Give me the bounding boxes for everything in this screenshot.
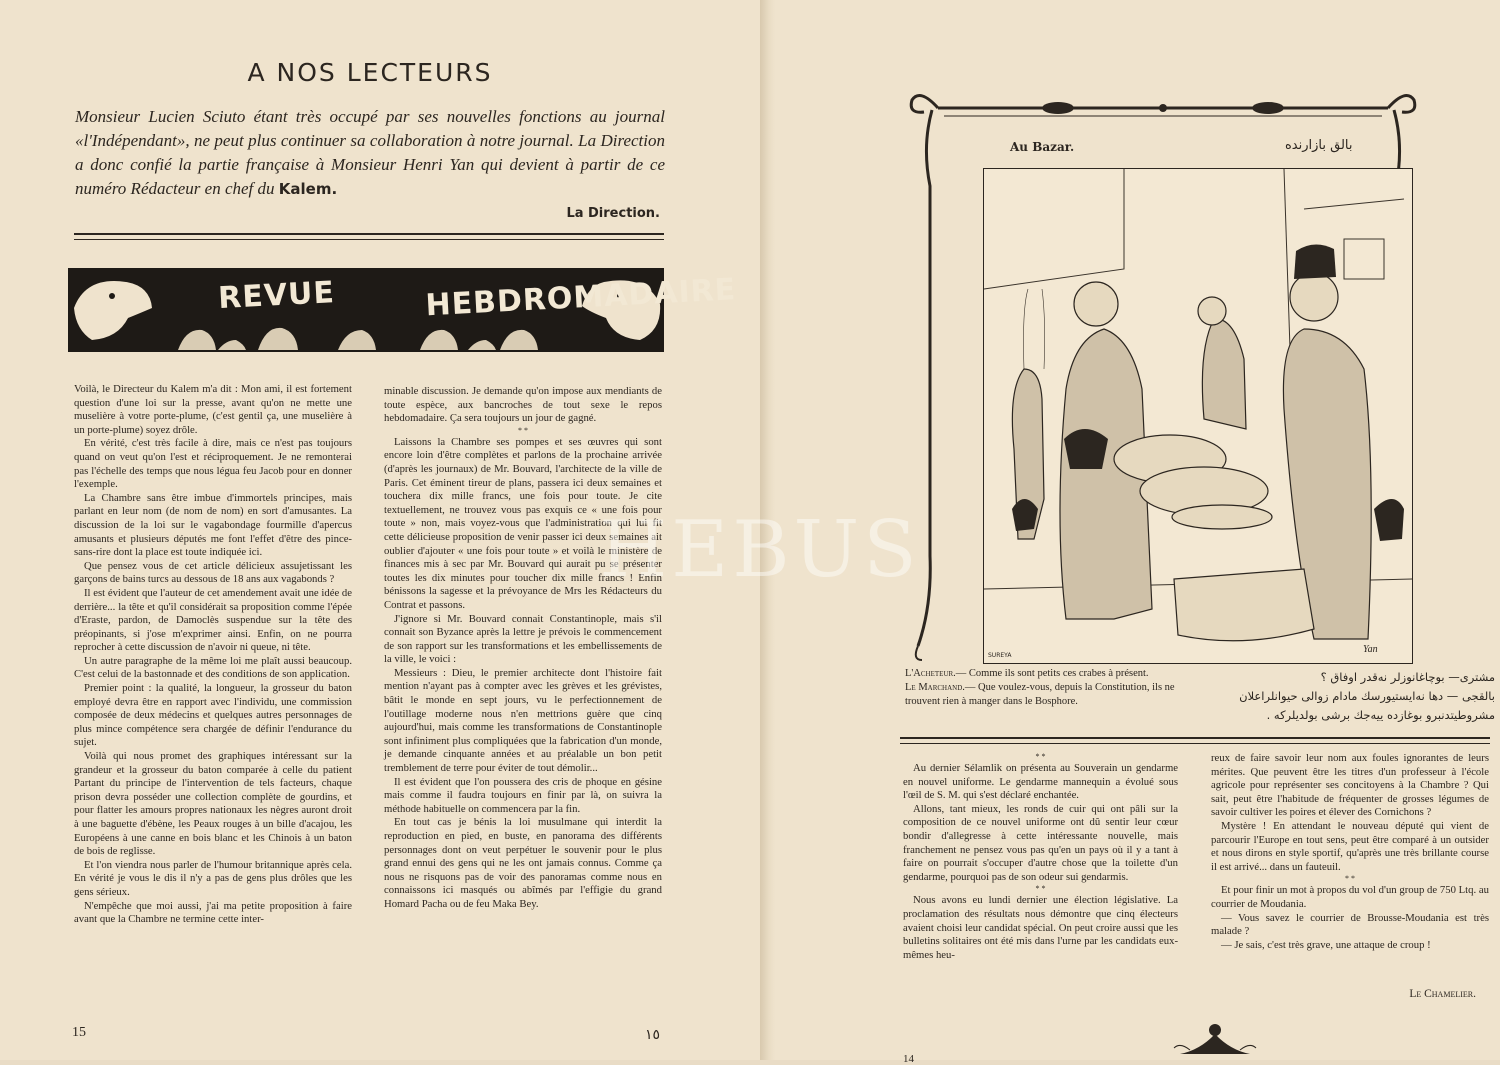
- editorial-notice: [75, 105, 665, 201]
- paragraph: J'ignore si Mr. Bouvard connait Constantinople, mais s'il connait son Byzance après la lettre je prévois le commencement de son rapport sur les transformations et les embellissements de la ville, le voici :: [384, 612, 662, 666]
- paragraph: Et pour finir un mot à propos du vol d'un group de 750 Ltq. au courrier de Moudania.: [1211, 884, 1489, 910]
- paragraph: Messieurs : Dieu, le premier architecte dont l'histoire fait mention n'ayant pas à compter avec les grèves et les grévistes, bâtit le monde en sept jours, vu le perfectionnement de l'outillage moderne nous n'en mettrions guère que cinq aujourd'hui, mais comme les transformations de Constantinople sont infiniment plus compliquées que la fabrication d'un monde, je demande cinquante années et au préalable un bon petit tremblement de terre pour éviter de tout démolir...: [384, 666, 662, 775]
- paragraph: Voilà qui nous promet des graphiques intéressant sur la grandeur et la grosseur du baton comparée à celle du patient Partant du principe de l'intervention de tels facteurs, chaque prison devra posséder une collection complète de gourdins, et pour flatter les amours propres nationaux les nègres auront droit à une baguette d'ébène, les Peaux rouges à un bille d'acajou, les Européens à une canne en bois blanc et les Chinois à un baton de bois de reglisse.: [74, 750, 352, 858]
- paragraph: Au dernier Sélamlik on présenta au Souverain un gendarme en nouvel uniforme. Le gendarme mannequin a évolué sous l'œil de S. M. qui s'est déclaré enchantée.: [903, 762, 1178, 802]
- dialogue-line: مشتری— بوچاغانوزلر نەقدر اوفاق ؟: [1320, 670, 1495, 684]
- banner-title: REVUE: [217, 275, 336, 317]
- paragraph: Que pensez vous de cet article délicieux assujetissant les garçons de bains turcs au dessous de 18 ans aux vagabonds ?: [74, 559, 352, 586]
- cartoon-caption-french: Au Bazar.: [1010, 140, 1075, 154]
- cartoon-caption-ottoman: بالق بازارنده: [1285, 138, 1353, 153]
- paragraph: Mystère ! En attendant le nouveau député qui vient de parcourir l'Europe en tout sens, peut être comparé à un outsider et nous dirons en style sportif, qu'après une très brillante course il est arrivé... dans un fauteuil.: [1211, 819, 1489, 873]
- paragraph: En tout cas je bénis la loi musulmane qui interdit la reproduction en pied, en buste, en panorama des différents personnages dont on veut perpétuer le souvenir pour le plus grand ennui des gens qui ne les ont jamais connus. Comme ça nous ne risquons pas de voir des panoramas comme nous en connaissons ici masqués ou abîmés par l'effigie du grand Homard Pacha ou de feu Maka Bey.: [384, 816, 662, 910]
- paragraph: — Vous savez le courrier de Brousse-Moudania est très malade ?: [1211, 911, 1489, 938]
- section-divider: [74, 233, 664, 240]
- section-divider: [900, 737, 1490, 744]
- paragraph: — Je sais, c'est très grave, une attaque de croup !: [1221, 938, 1431, 951]
- cartoon-dialogue-ottoman: [1200, 668, 1495, 725]
- editorial-notice-text: Monsieur Lucien Sciuto étant très occupé par ses nouvelles fonctions au journal «l'Indépendant», ne peut plus continuer sa collaboration à notre journal. La Direction a donc confié la partie française à Monsieur Henri Yan qui devient à partir de ce numéro Rédacteur en chef du: [75, 107, 665, 198]
- paragraph: minable discussion. Je demande qu'on impose aux mendiants de toute espèce, aux bancroches de tout sexe le repos hebdomadaire. Ça sera toujours un jour de gagné.: [384, 385, 662, 425]
- bazaar-cartoon-illustration: [983, 168, 1413, 664]
- article-column-1: [74, 383, 352, 1023]
- banner-subtitle: HEBDROMADAIRE: [424, 272, 738, 324]
- paragraph: N'empêche que moi aussi, j'ai ma petite proposition à faire avant que la Chambre ne termine cette inter-: [74, 899, 352, 926]
- paragraph: En vérité, c'est très facile à dire, mais ce n'est pas toujours quand on veut qu'on l'est et réciproquement. Je ne remonterai pas l'échelle des temps que nous légua feu Jacob pour en donner l'exemple.: [74, 437, 352, 491]
- magazine-name: Kalem.: [278, 180, 338, 198]
- fleuron-ornament: [1170, 1020, 1260, 1060]
- article-column-2: [384, 385, 662, 1025]
- revue-banner: [68, 268, 738, 352]
- page-number-arabic: ١٥: [645, 1027, 661, 1043]
- dialogue-line: مشروطیتدنبرو بوغازده ییەجك برشی بولدیلرکه .: [1266, 708, 1495, 722]
- paragraph: Et l'on viendra nous parler de l'humour britannique après cela. En vérité je vous le dis il n'y a pas de gens plus drôles que les gens sérieux.: [74, 858, 352, 898]
- right-page: [775, 0, 1500, 1065]
- dialogue-line: بالقجی — دها نەایستیورسك مادام زوالی حیوانلراعلان: [1239, 689, 1495, 703]
- paragraph: Nous avons eu lundi dernier une élection législative. La proclamation des résultats nous démontre que cinq électeurs avaient choisi leur candidat spécial. On peut croire aussi que les bulletins solitaires ont été mis dans l'urne par les candidats eux-mêmes heu-: [903, 894, 1178, 961]
- speaker: Le Marchand.: [905, 682, 965, 693]
- paragraph: Il est évident que l'auteur de cet amendement avait une idée de derrière... la tête et qu'il considérait sa proposition comme l'épée d'Eraste, pardon, de Damoclès suspendue sur la tête des préopinants, si j'ose m'exprimer ainsi. Enfin, on ne pourra reprocher à cette discussion de n'avoir ni queue, ni tête.: [74, 586, 352, 654]
- paragraph: Allons, tant mieux, les ronds de cuir qui ont pâli sur la composition de ce nouvel uniforme ont dû sentir leur cœur bondir d'allegresse à cette intéressante nouvelle, mais franchement ne pensez vous pas qu'en un pays où il y a tant à faire on pourrait s'occuper d'autre chose que la toilette d'un gendarme, pourquoi pas de son odeur sui gendarmis.: [903, 802, 1178, 883]
- paragraph: Premier point : la qualité, la longueur, la grosseur du baton employé devra être en rapport avec l'individu, une commission composée de deux médecins et quelques autres personnages de plus mince compétence sera chargée de définir l'endurance du sujet.: [74, 682, 352, 749]
- artist-signature-right: Yan: [1363, 644, 1378, 655]
- page-number: 14: [903, 1053, 914, 1065]
- artist-signature-left: SUREYA: [988, 652, 1012, 659]
- paragraph: Voilà, le Directeur du Kalem m'a dit : Mon ami, il est fortement question d'une loi sur la presse, avant qu'on ne mette une muselière à votre porte-plume, (c'est gentil ça, une muselière à un porte-plume) soyez drôle.: [74, 383, 352, 436]
- column-signature: Le Chamelier.: [1409, 988, 1476, 1000]
- section-stars: * *: [1035, 752, 1046, 761]
- editorial-signature: La Direction.: [566, 206, 660, 221]
- section-stars: * *: [518, 425, 528, 435]
- page-title: A NOS LECTEURS: [247, 58, 493, 87]
- paragraph: Il est évident que l'on poussera des cris de phoque en gésine mais comme il faudra toujours en finir par là, on suivra la méthode habituelle on commencera par la fin.: [384, 775, 662, 815]
- dialogue-line: [905, 681, 1175, 709]
- book-gutter: [760, 0, 775, 1060]
- cartoon-dialogue-french: [905, 667, 1175, 709]
- paragraph: reux de faire savoir leur nom aux foules ignorantes de leurs mérites. Que peuvent être les titres d'un professeur à l'école agricole pour représenter ses concitoyens à la Chambre ? Qui sait, peut être l'habitude de fréquenter de grosses légumes de savoir cultiver les poires et élever des Cornichons ?: [1211, 752, 1489, 819]
- dialogue-text: — Que voulez-vous, depuis la Constitution, ils ne trouvent rien à manger dans le Bosphore.: [905, 682, 1175, 707]
- section-stars: * *: [1035, 884, 1046, 894]
- speaker: L'Acheteur.: [905, 668, 956, 679]
- section-stars: * *: [1345, 874, 1355, 884]
- watermark: HEBUS: [599, 505, 921, 595]
- page-number: 15: [72, 1025, 86, 1040]
- paragraph: La Chambre sans être imbue d'immortels principes, mais parlant en leur nom (de nom de nom) en sort d'amusantes. La discussion de la loi sur le vagabondage fourmille d'apercus amusants et plusieurs députés me font l'effet d'être des pince-sans-rire dont la place est toute indiquée ici.: [74, 491, 352, 559]
- article-column-3: [903, 752, 1178, 1042]
- paragraph: Laissons la Chambre ses pompes et ses œuvres qui sont encore loin d'être complètes et parlons de la prochaine arrivée (d'après les journaux) de Mr. Bouvard, l'architecte de la ville de Paris. Cet éminent tireur de plans, passera ici deux semaines et touchera dix mille francs, une fois pour toute. Je cite textuellement, ne trouvez vous pas exquis ce « une fois pour toute » non, mais voyez-vous que l'administration qui lui fit cette délicieuse proposition de venir passer ici deux semaines ait oublier d'ajouter « une fois pour toute » et voilà le ministère de finances mis à sec par Mr. Bouvard qui aurait pu se présenter toutes les dix minutes pour toucher dix mille francs ! Enfin bénissons la sagesse et la prévoyance de Mrs les Rédacteurs du Contrat et passons.: [384, 435, 662, 611]
- dialogue-line: [905, 667, 1175, 681]
- dialogue-text: — Comme ils sont petits ces crabes à présent.: [955, 668, 1149, 679]
- paragraph: Un autre paragraphe de la même loi me plaît aussi beaucoup. C'est celui de la bastonnade et des conditions de son application.: [74, 654, 352, 681]
